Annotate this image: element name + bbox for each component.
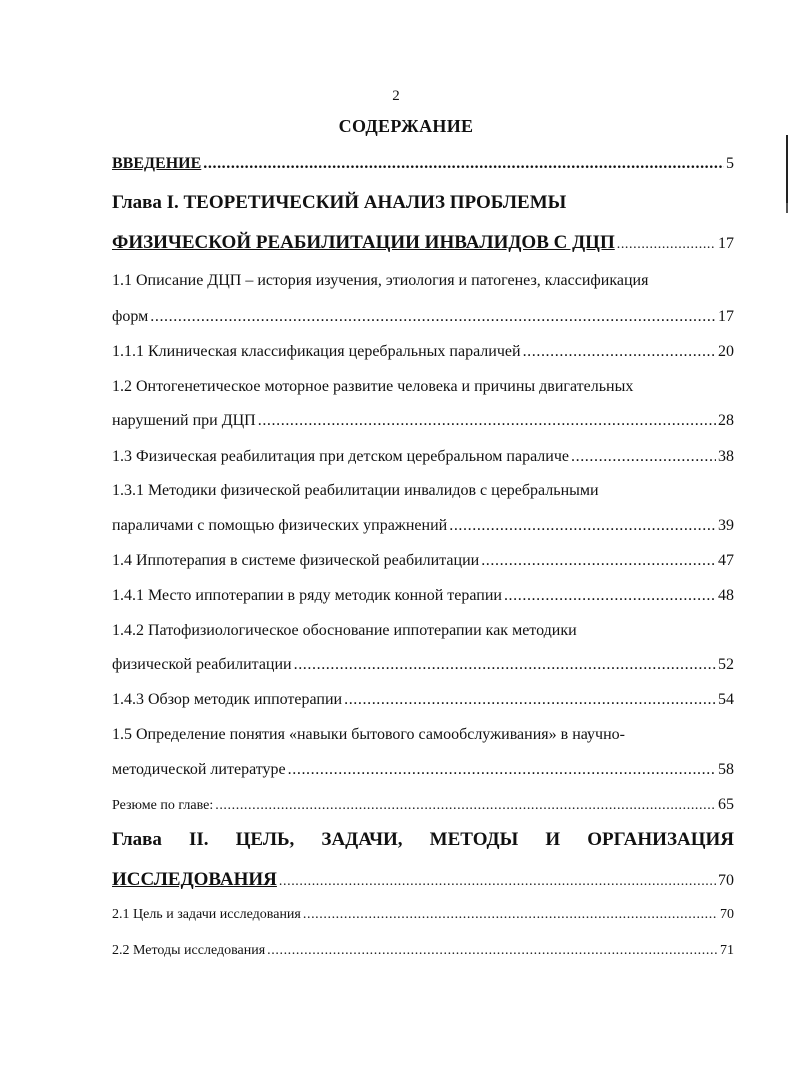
toc-word: ЦЕЛЬ, bbox=[235, 829, 295, 850]
toc-chapter-2-line-2[interactable] bbox=[112, 869, 734, 891]
toc-entry-text: 1.4.1 Место иппотерапии в ряду методик конной терапии bbox=[112, 587, 502, 604]
toc-entry-2-1[interactable] bbox=[112, 907, 734, 923]
toc-entry-text: 1.4.3 Обзор методик иппотерапии bbox=[112, 691, 343, 708]
toc-entry-1-2-line-2[interactable] bbox=[112, 412, 734, 430]
toc-entry-text: ФИЗИЧЕСКОЙ РЕАБИЛИТАЦИИ ИНВАЛИДОВ С ДЦП bbox=[112, 232, 615, 253]
dot-leader bbox=[481, 552, 716, 570]
toc-entry-1-4-3[interactable] bbox=[112, 691, 734, 709]
toc-entry-1-5-line-1[interactable]: 1.5 Определение понятия «навыки бытового самообслуживания» в научно- bbox=[112, 726, 625, 743]
toc-entry-text: 1.3 Физическая реабилитация при детском церебральном параличе bbox=[112, 448, 569, 465]
toc-entry-1-3-1-line-2[interactable] bbox=[112, 517, 734, 535]
toc-entry-text: 1.1.1 Клиническая классификация церебральных параличей bbox=[112, 343, 521, 360]
toc-entry-1-4-1[interactable] bbox=[112, 587, 734, 605]
toc-entry-1-3-1-line-1[interactable]: 1.3.1 Методики физической реабилитации инвалидов с церебральными bbox=[112, 482, 599, 499]
toc-entry-page: 5 bbox=[726, 155, 734, 172]
toc-entry-1-4[interactable] bbox=[112, 552, 734, 570]
toc-entry-1-4-2-line-2[interactable] bbox=[112, 656, 734, 674]
toc-word: МЕТОДЫ bbox=[429, 829, 519, 850]
dot-leader bbox=[203, 155, 724, 173]
dot-leader bbox=[267, 943, 718, 959]
toc-word: ОРГАНИЗАЦИЯ bbox=[587, 829, 734, 850]
toc-title: СОДЕРЖАНИЕ bbox=[338, 116, 474, 136]
toc-entry-page: 17 bbox=[718, 308, 734, 325]
toc-entry-text: параличами с помощью физических упражнений bbox=[112, 517, 448, 534]
toc-entry-page: 39 bbox=[718, 517, 734, 534]
toc-entry-text: методической литературе bbox=[112, 761, 286, 778]
dot-leader bbox=[523, 343, 716, 361]
dot-leader bbox=[571, 448, 716, 466]
toc-entry-2-2[interactable] bbox=[112, 943, 734, 959]
toc-chapter-2-line-1[interactable] bbox=[112, 829, 734, 851]
dot-leader bbox=[215, 798, 716, 814]
toc-word: ЗАДАЧИ, bbox=[321, 829, 403, 850]
toc-entry-page: 48 bbox=[718, 587, 734, 604]
dot-leader bbox=[288, 761, 716, 779]
toc-entry-page: 47 bbox=[718, 552, 734, 569]
toc-entry-page: 28 bbox=[718, 412, 734, 429]
toc-entry-page: 38 bbox=[718, 448, 734, 465]
toc-entry-page: 54 bbox=[718, 691, 734, 708]
toc-chapter-1-line-2[interactable] bbox=[112, 232, 734, 254]
toc-entry-1-2-line-1[interactable]: 1.2 Онтогенетическое моторное развитие человека и причины двигательных bbox=[112, 378, 634, 395]
scan-artifact bbox=[786, 135, 788, 207]
dot-leader bbox=[279, 874, 716, 890]
toc-entry-text: ИССЛЕДОВАНИЯ bbox=[112, 869, 277, 890]
dot-leader bbox=[150, 308, 716, 326]
toc-entry-1-3[interactable] bbox=[112, 448, 734, 466]
toc-entry-page: 65 bbox=[718, 796, 734, 813]
toc-entry-intro[interactable] bbox=[112, 155, 734, 173]
page-number: 2 bbox=[392, 88, 400, 104]
toc-entry-page: 52 bbox=[718, 656, 734, 673]
dot-leader bbox=[258, 412, 716, 430]
toc-entry-1-1-1[interactable] bbox=[112, 343, 734, 361]
toc-entry-text: нарушений при ДЦП bbox=[112, 412, 256, 429]
toc-entry-text: 2.1 Цель и задачи исследования bbox=[112, 907, 301, 922]
toc-word: И bbox=[545, 829, 561, 850]
toc-entry-text: форм bbox=[112, 308, 149, 325]
dot-leader bbox=[504, 587, 716, 605]
toc-entry-1-4-2-line-1[interactable]: 1.4.2 Патофизиологическое обоснование иппотерапии как методики bbox=[112, 622, 577, 639]
toc-entry-page: 71 bbox=[720, 943, 734, 958]
toc-entry-text: ВВЕДЕНИЕ bbox=[112, 155, 202, 172]
dot-leader bbox=[294, 656, 716, 674]
toc-entry-1-1-line-1[interactable]: 1.1 Описание ДЦП – история изучения, этиология и патогенез, классификация bbox=[112, 272, 649, 289]
toc-entry-page: 70 bbox=[720, 907, 734, 922]
toc-entry-text: Резюме по главе: bbox=[112, 798, 214, 813]
toc-word: II. bbox=[188, 829, 209, 850]
toc-entry-page: 20 bbox=[718, 343, 734, 360]
toc-entry-page: 17 bbox=[718, 235, 734, 252]
toc-entry-page: 70 bbox=[718, 872, 734, 889]
dot-leader bbox=[617, 237, 716, 253]
toc-entry-text: физической реабилитации bbox=[112, 656, 292, 673]
toc-entry-1-5-line-2[interactable] bbox=[112, 761, 734, 779]
toc-entry-summary[interactable] bbox=[112, 796, 734, 814]
toc-entry-text: 2.2 Методы исследования bbox=[112, 943, 266, 958]
scan-artifact bbox=[786, 203, 788, 213]
toc-entry-text: 1.4 Иппотерапия в системе физической реабилитации bbox=[112, 552, 480, 569]
dot-leader bbox=[449, 517, 716, 535]
toc-entry-1-1-line-2[interactable] bbox=[112, 308, 734, 326]
dot-leader bbox=[344, 691, 716, 709]
toc-word: Глава bbox=[112, 829, 162, 850]
toc-chapter-1-line-1[interactable]: Глава I. ТЕОРЕТИЧЕСКИЙ АНАЛИЗ ПРОБЛЕМЫ bbox=[112, 192, 567, 213]
dot-leader bbox=[303, 907, 718, 923]
toc-entry-page: 58 bbox=[718, 761, 734, 778]
